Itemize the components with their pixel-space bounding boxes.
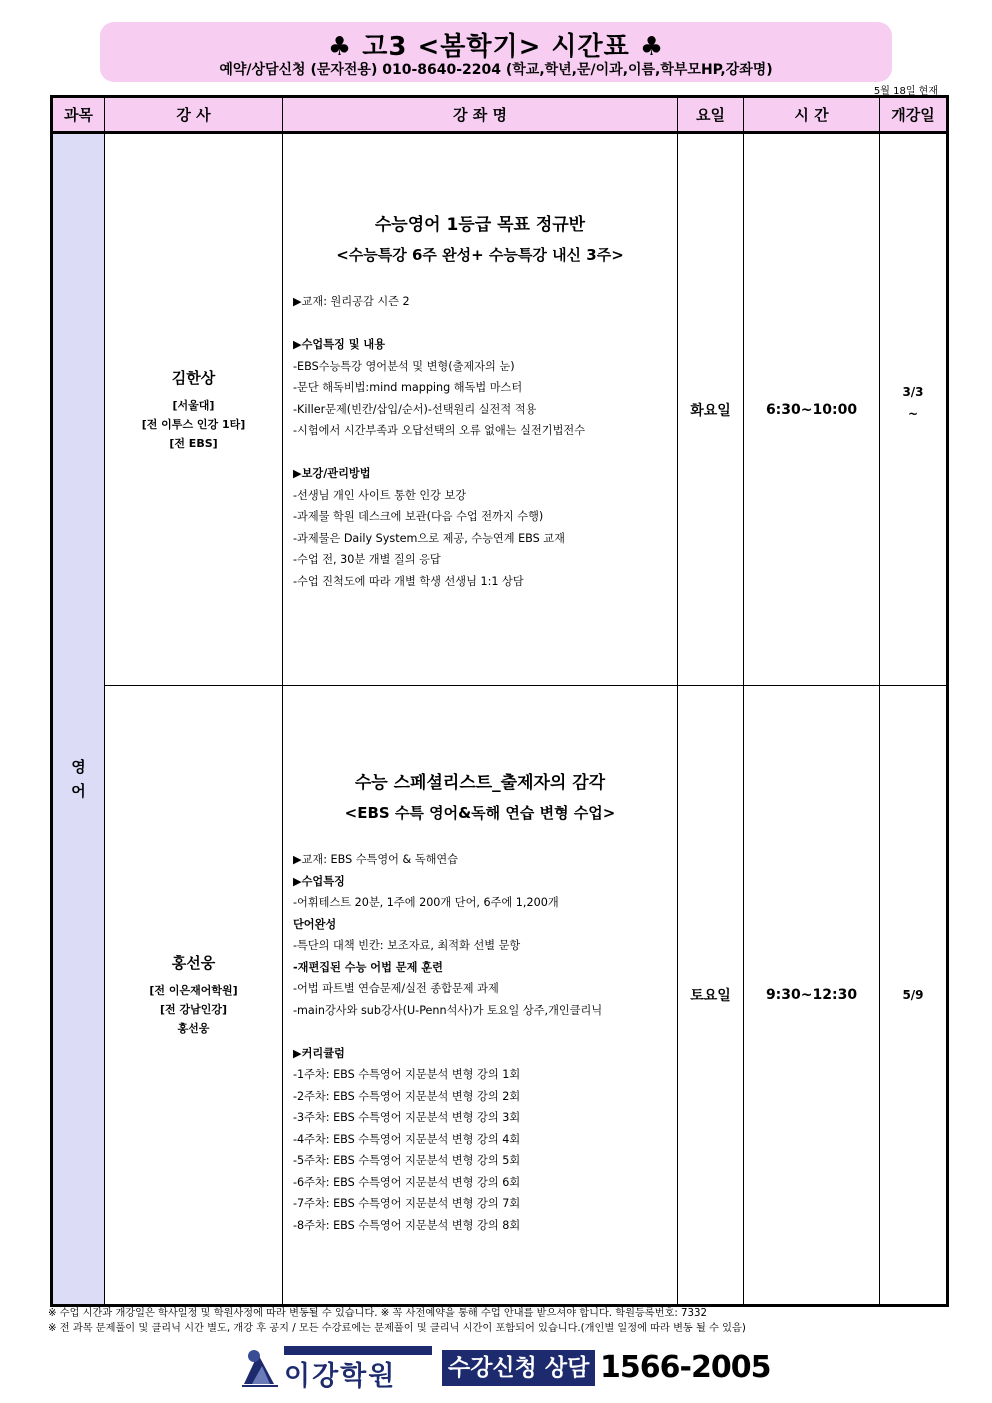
as-of-date: 5월 18일 현재 [873,86,938,97]
instructor-credential: [전 강남인강] [159,1003,227,1016]
table-row [52,686,948,1306]
course-line: -1주차: EBS 수특영어 지문분석 변형 강의 1회 [293,1068,521,1081]
course-line: -과제물은 Daily System으로 제공, 수능연계 EBS 교재 [293,531,565,545]
academy-logo-icon [240,1344,280,1390]
course-line [293,442,667,464]
course-line: -선생님 개인 사이트 통한 인강 보강 [293,488,467,502]
instructor-credential: [전 이투스 인강 1타] [141,417,246,431]
course-line: -EBS수능특강 영어분석 및 변형(출제자의 눈) [293,359,515,373]
footnote: ※ 전 과목 문제풀이 및 클리닉 시간 별도, 개강 후 공지 / 모든 수강료에는 문제풀이 및 클리닉 시간이 포함되어 있습니다.(개인별 일정에 따라 변동 될 수 있음) [48,1323,746,1334]
course-line: -main강사와 sub강사(U-Penn석사)가 토요일 상주,개인클리닉 [293,1003,603,1017]
instructor-cell [105,133,283,686]
course-line [293,313,667,335]
course-line: -재편집된 수능 어법 문제 훈련 [293,960,443,974]
instructor-credential: 홍선웅 [177,1022,210,1035]
course-cell [283,686,678,1306]
page-title: ♣ 고3 <봄학기> 시간표 ♣ [327,32,665,62]
instructor-credential: [전 이은재어학원] [149,984,238,997]
course-line: -수업 전, 30분 개별 질의 응답 [293,553,441,566]
course-cell [283,133,678,686]
instructor-name: 김한상 [171,368,216,387]
subject-cell [52,133,105,1306]
instructor-credential: [전 EBS] [169,436,218,450]
time-cell: 9:30~12:30 [744,686,880,1306]
course-line: 단어완성 [293,917,337,931]
course-line: -8주차: EBS 수특영어 지문분석 변형 강의 8회 [293,1218,521,1232]
col-open-date: 개강일 [880,97,948,133]
title-banner [100,22,892,82]
table-row [52,133,948,686]
course-line [293,1021,667,1043]
course-line: -4주차: EBS 수특영어 지문분석 변형 강의 4회 [293,1132,521,1146]
course-line: -수업 진척도에 따라 개별 학생 선생님 1:1 상담 [293,574,524,588]
course-line: -Killer문제(빈칸/삽입/순서)-선택원리 실전적 적용 [293,402,537,416]
course-line: -6주차: EBS 수특영어 지문분석 변형 강의 6회 [293,1175,521,1189]
col-course: 강 좌 명 [283,97,678,133]
footnote: ※ 수업 시간과 개강일은 학사일정 및 학원사정에 따라 변동될 수 있습니다. ※ 꼭 사전예약을 통해 수업 안내를 받으셔야 합니다. 학원등록번호: 7332 [48,1308,707,1319]
course-line: -시험에서 시간부족과 오답선택의 오류 없애는 실전기법전수 [293,424,585,437]
phone-number: 1566-2005 [600,1350,771,1385]
subject-label: 영 어 [71,758,86,800]
course-line: ▶보강/관리방법 [293,467,371,480]
course-line: -2주차: EBS 수특영어 지문분석 변형 강의 2회 [293,1089,521,1103]
col-time: 시 간 [744,97,880,133]
course-line: ▶커리큘럼 [293,1046,345,1060]
academy-name: 이강학원 [284,1361,397,1392]
course-description [293,291,667,592]
course-subtitle: <수능특강 6주 완성+ 수능특강 내신 3주> [336,246,624,264]
course-line: ▶교재: 원리공감 시즌 2 [293,295,410,308]
course-line: -7주차: EBS 수특영어 지문분석 변형 강의 7회 [293,1197,521,1210]
course-line: ▶수업특징 [293,874,345,888]
table-header-row [52,97,948,133]
course-line: ▶수업특징 및 내용 [293,338,386,351]
open-date: 3/3 ~ [902,384,924,421]
course-line: -어휘테스트 20분, 1주에 200개 단어, 6주에 1,200개 [293,896,559,909]
course-line: -특단의 대책 빈칸: 보조자료, 최적화 선별 문항 [293,939,521,952]
col-subject: 과목 [52,97,105,133]
footnotes [48,1306,746,1336]
instructor-cell [105,686,283,1306]
instructor-name: 홍선웅 [171,954,216,972]
course-line: -과제물 학원 데스크에 보관(다음 수업 전까지 수행) [293,510,544,523]
reservation-info: 예약/상담신청 (문자전용) 010-8640-2204 (학교,학년,문/이과,이름,학부모HP,강좌명) [219,62,773,78]
course-line: -3주차: EBS 수특영어 지문분석 변형 강의 3회 [293,1111,521,1124]
open-date-cell: 5/9 [880,686,948,1306]
course-line: -5주차: EBS 수특영어 지문분석 변형 강의 5회 [293,1154,521,1167]
course-subtitle: <EBS 수특 영어&독해 연습 변형 수업> [344,804,616,822]
footer-banner [240,1344,771,1392]
day-cell: 토요일 [678,686,744,1306]
apply-consult-label: 수강신청 상담 [442,1350,595,1386]
course-line: -어법 파트별 연습문제/실전 종합문제 과제 [293,982,499,995]
open-date-cell [880,133,948,686]
course-title: 수능영어 1등급 목표 정규반 [374,215,586,235]
col-instructor: 강 사 [105,97,283,133]
day-cell: 화요일 [678,133,744,686]
course-description [293,849,667,1236]
schedule-table [50,95,949,1307]
col-day: 요일 [678,97,744,133]
course-line: ▶교재: EBS 수특영어 & 독해연습 [293,853,459,866]
course-line: -문단 해독비법:mind mapping 해독법 마스터 [293,381,523,394]
instructor-credential: [서울대] [172,398,215,412]
course-title: 수능 스페셜리스트_출제자의 감각 [354,773,606,793]
time-cell: 6:30~10:00 [744,133,880,686]
